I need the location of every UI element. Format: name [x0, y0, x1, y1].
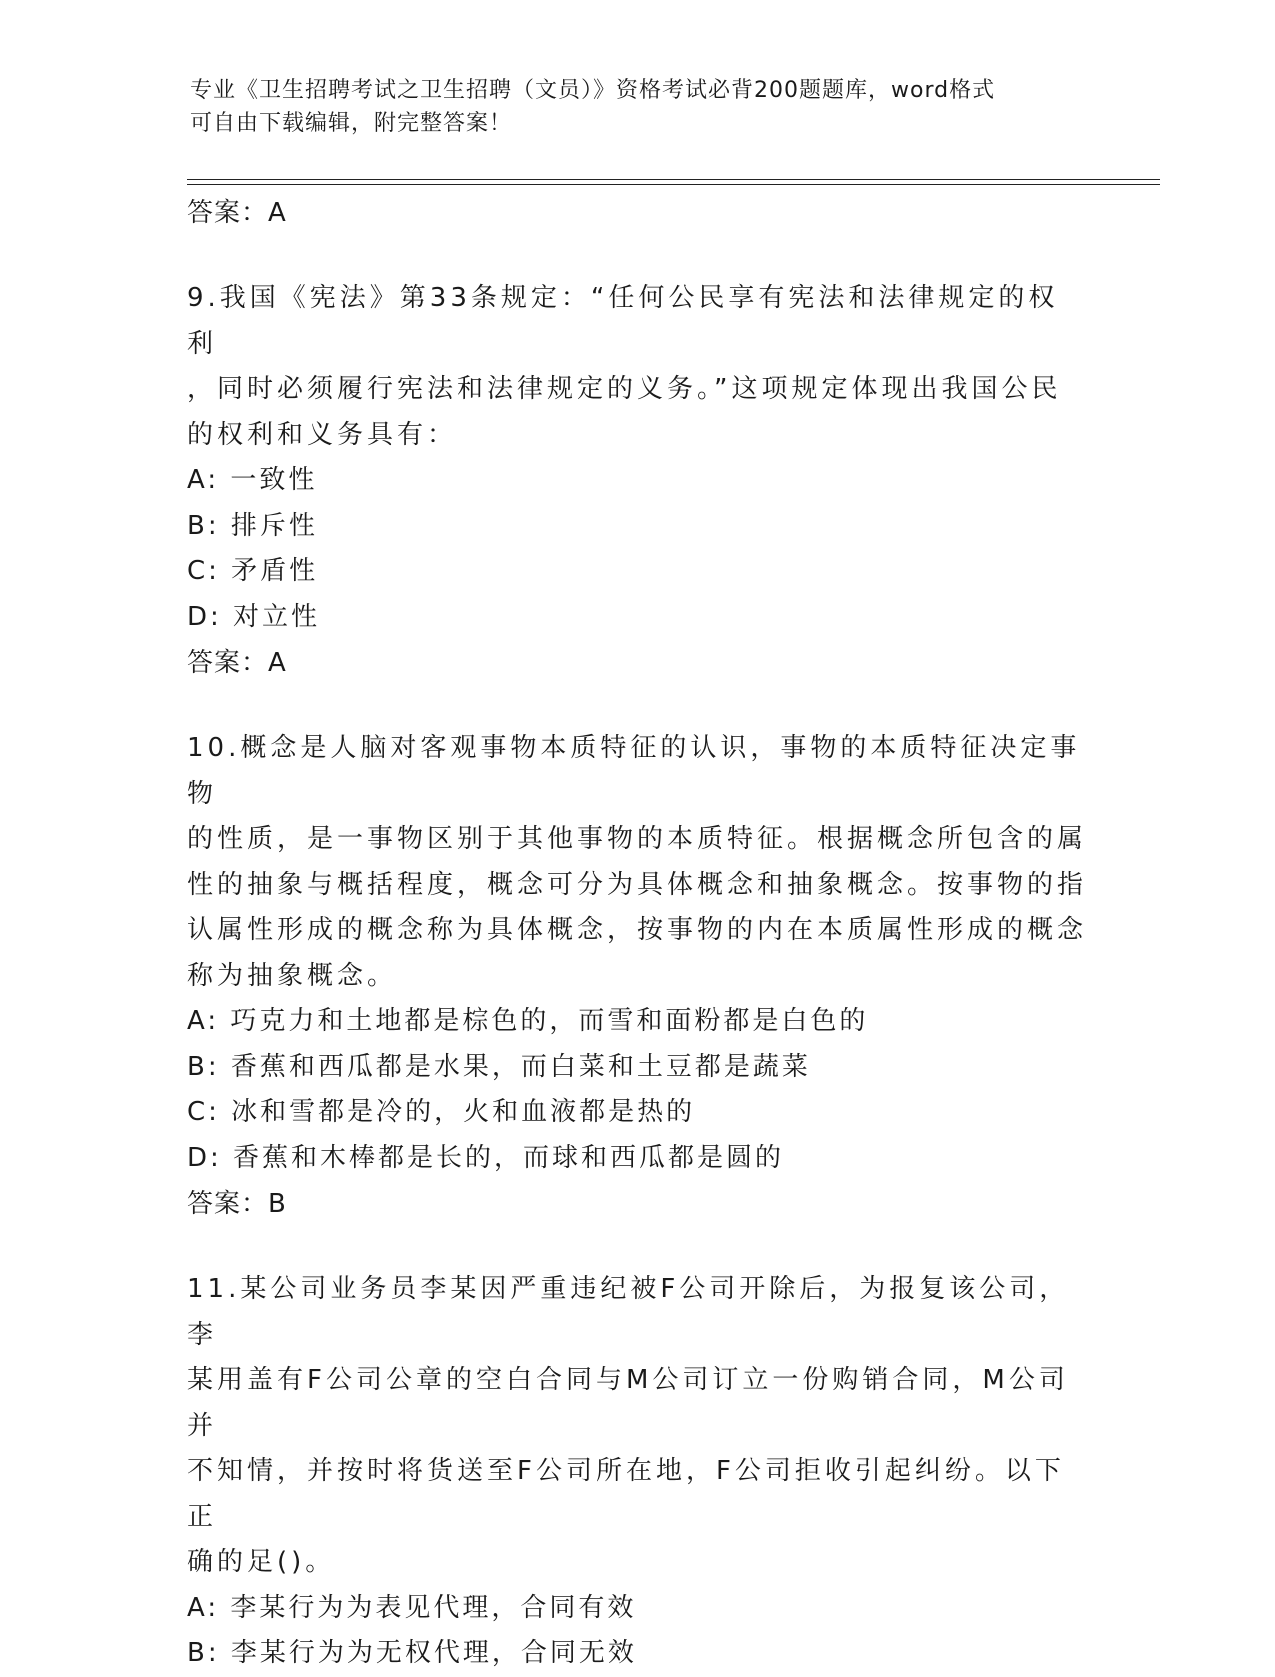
question-9-text — [187, 276, 1087, 458]
option-c: C: 冰和雪都是冷的，火和血液都是热的 — [187, 1097, 696, 1127]
header-line-1: 专业《卫生招聘考试之卫生招聘（文员）》资格考试必背200题题库，word格式 — [190, 78, 996, 103]
document-header — [190, 74, 1090, 140]
question-line: 认属性形成的概念称为具体概念，按事物的内在本质属性形成的概念 — [187, 915, 1088, 945]
question-9 — [187, 276, 1087, 686]
question-line: 某用盖有F公司公章的空白合同与M公司订立一份购销合同，M公司并 — [187, 1365, 1069, 1441]
header-line-2: 可自由下载编辑，附完整答案！ — [190, 111, 513, 136]
question-line: 性的抽象与概括程度，概念可分为具体概念和抽象概念。按事物的指 — [187, 869, 1088, 900]
question-line: 11.某公司业务员李某因严重违纪被F公司开除后，为报复该公司，李 — [187, 1274, 1070, 1350]
question-line: 9.我国《宪法》第33条规定：“任何公民享有宪法和法律规定的权利 — [187, 283, 1059, 359]
question-line: 10.概念是人脑对客观事物本质特征的认识，事物的本质特征决定事物 — [187, 733, 1081, 809]
question-11 — [187, 1267, 1087, 1677]
question-11-text — [187, 1267, 1087, 1586]
option-b: B: 排斥性 — [187, 510, 318, 541]
previous-answer: 答案：A — [187, 198, 287, 228]
question-line: 的权利和义务具有： — [187, 419, 458, 450]
question-10-text — [187, 726, 1087, 999]
question-10 — [187, 726, 1087, 1227]
option-b: B: 李某行为为无权代理，合同无效 — [187, 1638, 637, 1668]
question-line: ，同时必须履行宪法和法律规定的义务。”这项规定体现出我国公民 — [187, 374, 1062, 404]
option-d: D: 香蕉和木棒都是长的，而球和西瓜都是圆的 — [187, 1142, 785, 1173]
option-a: A: 一致性 — [187, 465, 318, 495]
question-10-answer: 答案：B — [187, 1189, 287, 1219]
question-line: 的性质，是一事物区别于其他事物的本质特征。根据概念所包含的属 — [187, 824, 1088, 854]
option-b: B: 香蕉和西瓜都是水果，而白菜和土豆都是蔬菜 — [187, 1051, 811, 1082]
question-line: 确的足()。 — [187, 1547, 336, 1577]
question-9-answer: 答案：A — [187, 648, 287, 678]
option-a: A: 巧克力和土地都是棕色的，而雪和面粉都是白色的 — [187, 1006, 869, 1036]
document-body — [187, 190, 1087, 1677]
option-a: A: 李某行为为表见代理，合同有效 — [187, 1592, 637, 1623]
question-line: 称为抽象概念。 — [187, 960, 398, 991]
header-divider-bottom — [187, 184, 1160, 185]
question-line: 不知情，并按时将货送至F公司所在地，F公司拒收引起纠纷。以下正 — [187, 1456, 1065, 1532]
option-d: D: 对立性 — [187, 601, 321, 632]
header-divider-top — [187, 179, 1160, 180]
option-c: C: 矛盾性 — [187, 556, 319, 586]
